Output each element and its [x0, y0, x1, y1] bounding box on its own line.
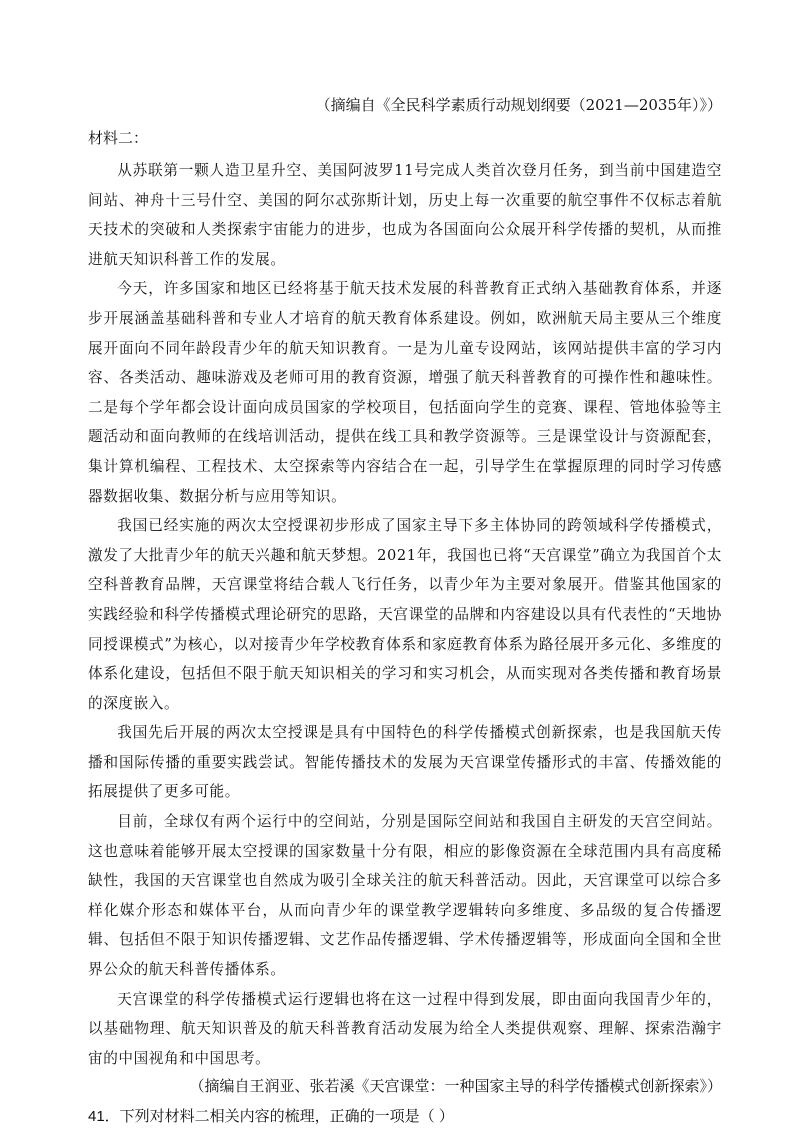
source-citation-top: （摘编自《全民科学素质行动规划纲要（2021—2035年）》） — [315, 96, 722, 114]
paragraph-1: 从苏联第一颗人造卫星升空、美国阿波罗11号完成人类首次登月任务，到当前中国建造空间站、神舟十三号什空、美国的阿尔忒弥斯计划，历史上每一次重要的航空事件不仅标志着航天技术的突破和人类探索宇宙能力的进步，也成为各国面向公众展开科学传播的契机，从而推进航天知识科普工作的发展。 — [88, 162, 722, 268]
question-41: 41．下列对材料二相关内容的梳理，正确的一项是（ ） — [88, 1108, 454, 1126]
paragraph-5: 目前，全球仅有两个运行中的空间站，分别是国际空间站和我国自主研发的天宫空间站。这也意味着能够开展太空授课的国家数量十分有限，相应的影像资源在全球范围内具有高度稀缺性，我国的天宫课堂也自然成为吸引全球关注的航天科普活动。因此，天宫课堂可以综合多样化媒介形态和媒体平台，从而向青少年的课堂教学逻辑转向多维度、多品级的复合传播逻辑、包括但不限于知识传播逻辑、文艺作品传播逻辑、学术传播逻辑等，形成面向全国和全世界公众的航天科普传播体系。 — [88, 813, 722, 979]
paragraph-4: 我国先后开展的两次太空授课是具有中国特色的科学传播模式创新探索，也是我国航天传播和国际传播的重要实践尝试。智能传播技术的发展为天宫课堂传播形式的丰富、传播效能的拓展提供了更多可能。 — [88, 724, 722, 801]
material-label: 材料二： — [88, 129, 149, 147]
paragraph-6: 天宫课堂的科学传播模式运行逻辑也将在这一过程中得到发展，即由面向我国青少年的，以基础物理、航天知识普及的航天科普教育活动发展为给全人类提供观察、理解、探索浩瀚宇宙的中国视角和中国思考。 — [88, 990, 722, 1067]
paragraph-2: 今天，许多国家和地区已经将基于航天技术发展的科普教育正式纳入基础教育体系，并逐步开展涵盖基础科普和专业人才培育的航天教育体系建设。例如，欧洲航天局主要从三个维度展开面向不同年龄段青少年的航天知识教育。一是为儿童专设网站，该网站提供丰富的学习内容、各类活动、趣味游戏及老师可用的教育资源，增强了航天科普教育的可操作性和趣味性。二是每个学年都会设计面向成员国家的学校项目，包括面向学生的竞赛、课程、管地体验等主题活动和面向教师的在线培训活动，提供在线工具和教学资源等。三是课堂设计与资源配套，集计算机编程、工程技术、太空探索等内容结合在一起，引导学生在掌握原理的同时学习传感器数据收集、数据分析与应用等知识。 — [88, 280, 722, 505]
source-citation-bottom: （摘编自王润亚、张若溪《天宫课堂：一种国家主导的科学传播模式创新探索》） — [189, 1077, 722, 1096]
paragraph-3: 我国已经实施的两次太空授课初步形成了国家主导下多主体协同的跨领域科学传播模式，激发了大批青少年的航天兴趣和航天梦想。2021年，我国也已将“天宫课堂”确立为我国首个太空科普教育品牌，天宫课堂将结合载人飞行任务，以青少年为主要对象展开。借鉴其他国家的实践经验和科学传播模式理论研究的思路，天宫课堂的品牌和内容建设以具有代表性的“天地协同授课模式”为核心，以对接青少年学校教育体系和家庭教育体系为路径展开多元化、多维度的体系化建设，包括但不限于航天知识相关的学习和实习机会，从而实现对各类传播和教育场景的深度嵌入。 — [88, 517, 722, 712]
document-page — [88, 92, 722, 1131]
